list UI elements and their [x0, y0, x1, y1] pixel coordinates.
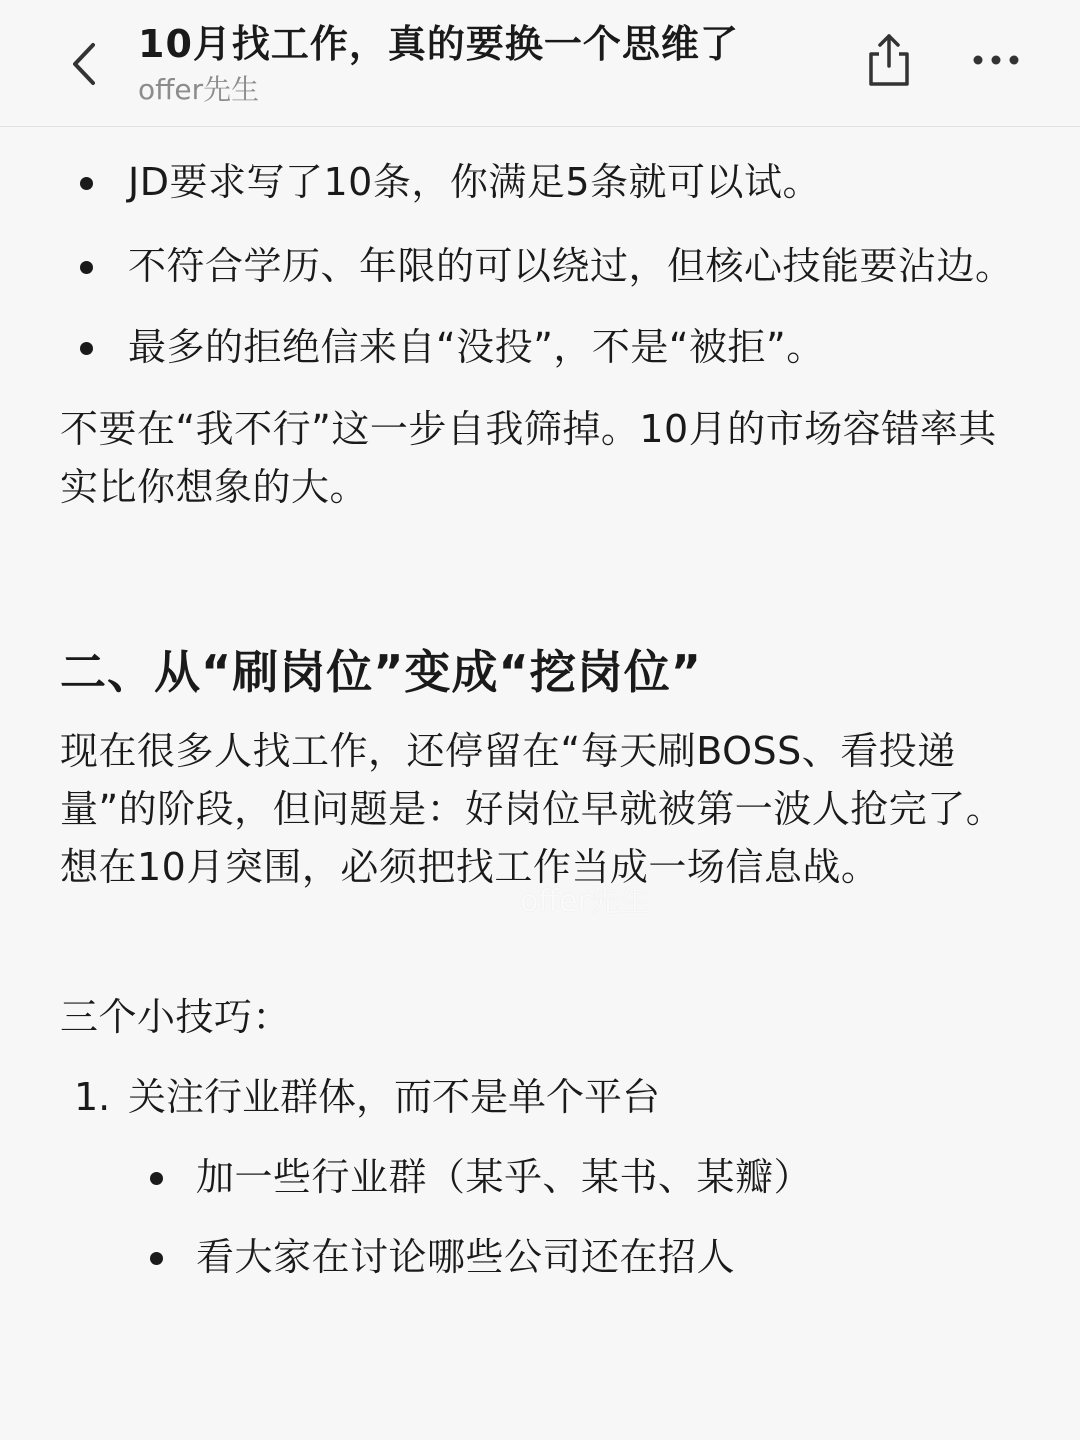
author-name[interactable]: offer先生	[138, 73, 260, 106]
bullet-dot-icon	[80, 261, 93, 274]
chevron-left-icon	[69, 41, 99, 87]
top-navigation-bar	[0, 0, 1080, 127]
article-body	[60, 126, 1020, 1286]
paragraph: 现在很多人找工作，还停留在“每天刷BOSS、看投递量”的阶段，但问题是：好岗位早就被第一波人抢完了。想在10月突围，必须把找工作当成一场信息战。	[60, 729, 1005, 889]
watermark: offer先生	[520, 884, 650, 919]
bullet-dot-icon	[80, 177, 93, 190]
section-heading: 二、从“刷岗位”变成“挖岗位”	[60, 645, 702, 699]
share-icon	[867, 32, 911, 88]
more-dots-icon	[972, 54, 1020, 66]
list-item-text: JD要求写了10条，你满足5条就可以试。	[128, 160, 821, 204]
share-button[interactable]	[862, 30, 916, 90]
list-item-text: 看大家在讨论哪些公司还在招人	[196, 1235, 736, 1279]
bullet-dot-icon	[150, 1252, 163, 1265]
numbered-item-text: 关注行业群体，而不是单个平台	[128, 1075, 661, 1119]
numbered-item	[60, 1068, 1020, 1126]
more-options-button[interactable]	[966, 40, 1026, 80]
list-item-text: 不符合学历、年限的可以绕过，但核心技能要沾边。	[128, 244, 1014, 288]
paragraph: 不要在“我不行”这一步自我筛掉。10月的市场容错率其实比你想象的大。	[60, 407, 997, 509]
list-item	[60, 153, 1020, 211]
back-button[interactable]	[58, 36, 110, 92]
list-item	[60, 318, 1020, 376]
list-item-text: 最多的拒绝信来自“没投”，不是“被拒”。	[128, 325, 825, 369]
list-item	[60, 1148, 1020, 1206]
list-item	[60, 1228, 1020, 1286]
bullet-dot-icon	[80, 342, 93, 355]
page-title: 10月找工作，真的要换一个思维了	[138, 22, 739, 66]
tips-intro: 三个小技巧：	[60, 995, 292, 1039]
list-item	[60, 237, 1020, 295]
title-block	[138, 18, 818, 110]
item-number: 1.	[74, 1075, 111, 1119]
bullet-dot-icon	[150, 1172, 163, 1185]
list-item-text: 加一些行业群（某乎、某书、某瓣）	[196, 1155, 813, 1199]
